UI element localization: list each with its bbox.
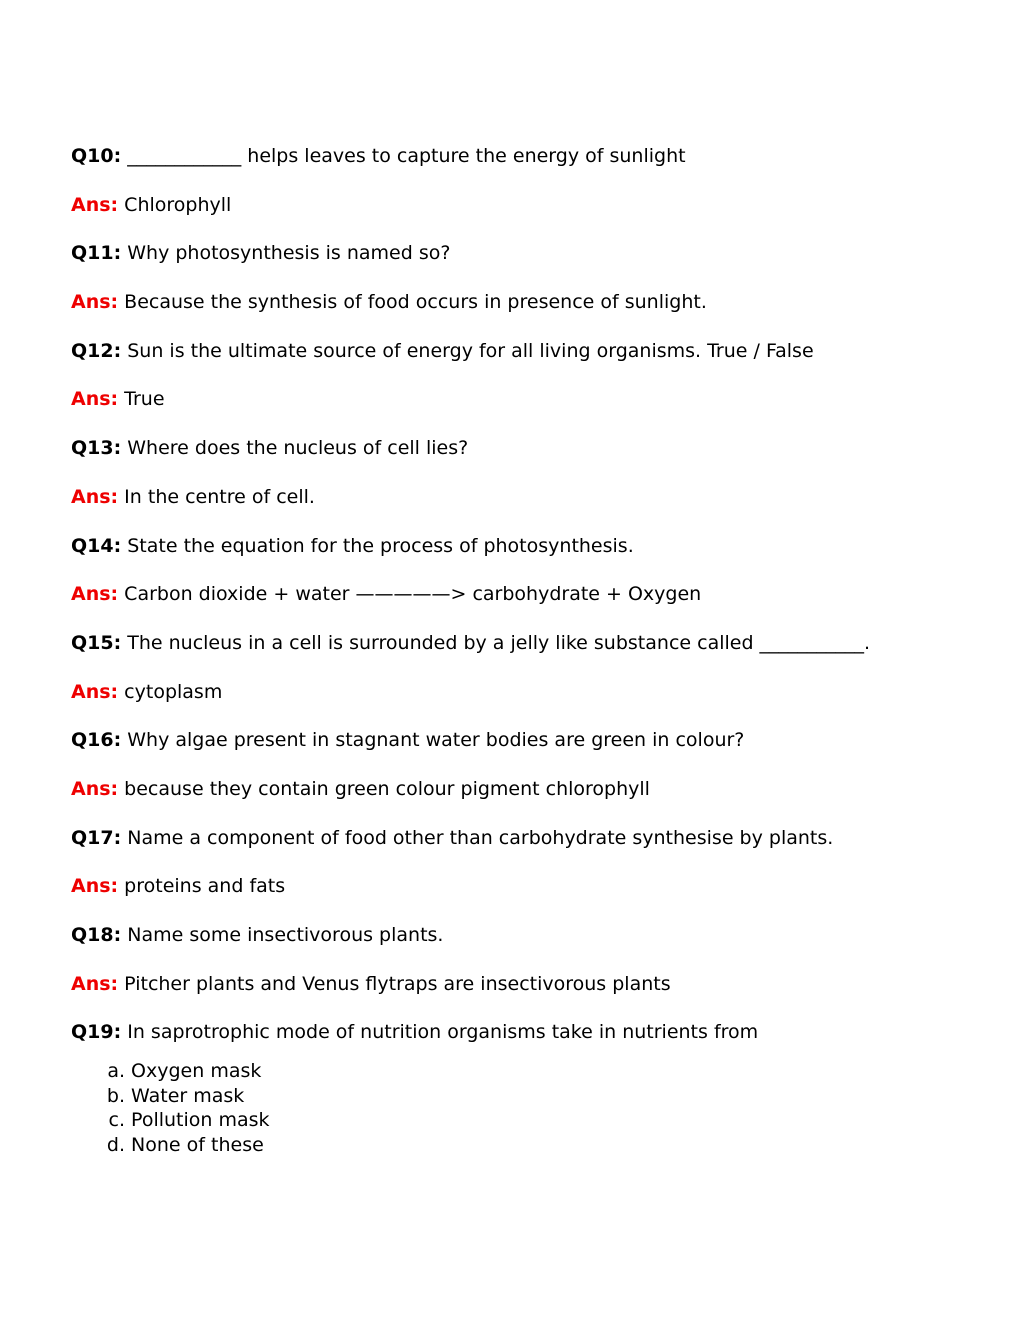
answer-text: Pitcher plants and Venus flytraps are insectivorous plants bbox=[118, 972, 671, 995]
option-text: Water mask bbox=[131, 1084, 245, 1107]
question-text: ____________ helps leaves to capture the energy of sunlight bbox=[121, 145, 686, 167]
option-letter: c. bbox=[108, 1109, 125, 1132]
answer-q12 bbox=[71, 384, 971, 414]
question-label: Q13: bbox=[71, 437, 122, 460]
question-label: Q12: bbox=[71, 339, 122, 362]
answer-text: True bbox=[118, 388, 165, 411]
answer-label: Ans: bbox=[71, 972, 119, 995]
question-text: The nucleus in a cell is surrounded by a jelly like substance called ___________. bbox=[121, 631, 871, 654]
question-q11 bbox=[71, 238, 971, 268]
question-q14 bbox=[71, 531, 971, 561]
answer-q16 bbox=[71, 774, 971, 804]
answer-text: Because the synthesis of food occurs in presence of sunlight. bbox=[118, 291, 707, 314]
answer-label: Ans: bbox=[71, 388, 119, 411]
options-list bbox=[71, 1059, 971, 1157]
question-q13 bbox=[71, 433, 971, 463]
answer-q11 bbox=[71, 287, 971, 317]
answer-text: In the centre of cell. bbox=[118, 485, 315, 508]
question-label: Q15: bbox=[71, 631, 122, 654]
option-letter: d. bbox=[106, 1133, 125, 1156]
question-label: Q11: bbox=[71, 242, 122, 265]
question-q19 bbox=[71, 1017, 971, 1047]
question-label: Q18: bbox=[71, 924, 122, 946]
worksheet-page bbox=[71, 141, 971, 1157]
answer-text: cytoplasm bbox=[118, 680, 223, 703]
option-item bbox=[98, 1133, 971, 1158]
answer-label: Ans: bbox=[71, 583, 119, 606]
question-text: Why algae present in stagnant water bodies are green in colour? bbox=[121, 729, 745, 752]
question-text: Why photosynthesis is named so? bbox=[121, 242, 451, 265]
answer-q10 bbox=[71, 190, 971, 220]
question-label: Q16: bbox=[71, 729, 122, 752]
answer-text: because they contain green colour pigment chlorophyll bbox=[118, 777, 650, 800]
question-text: Where does the nucleus of cell lies? bbox=[121, 437, 469, 460]
answer-label: Ans: bbox=[71, 485, 119, 508]
answer-q14 bbox=[71, 579, 971, 609]
option-letter: b. bbox=[106, 1084, 125, 1107]
option-letter: a. bbox=[107, 1060, 125, 1083]
question-q16 bbox=[71, 725, 971, 755]
question-text: Name a component of food other than carbohydrate synthesise by plants. bbox=[121, 826, 834, 849]
question-q15 bbox=[71, 628, 971, 658]
answer-text: proteins and fats bbox=[118, 875, 286, 898]
option-text: Oxygen mask bbox=[131, 1060, 262, 1083]
answer-text: Carbon dioxide + water —————> carbohydrate + Oxygen bbox=[118, 583, 702, 606]
answer-q15 bbox=[71, 677, 971, 707]
option-item bbox=[98, 1108, 971, 1133]
question-text: Sun is the ultimate source of energy for all living organisms. True / False bbox=[121, 339, 814, 362]
answer-label: Ans: bbox=[71, 777, 119, 800]
question-text: State the equation for the process of photosynthesis. bbox=[121, 534, 634, 557]
answer-label: Ans: bbox=[71, 875, 119, 898]
question-text: In saprotrophic mode of nutrition organisms take in nutrients from bbox=[121, 1021, 759, 1044]
option-text: Pollution mask bbox=[131, 1109, 270, 1132]
answer-label: Ans: bbox=[71, 291, 119, 314]
answer-q13 bbox=[71, 482, 971, 512]
option-text: None of these bbox=[131, 1133, 264, 1156]
question-label: Q14: bbox=[71, 534, 122, 557]
answer-text: Chlorophyll bbox=[118, 193, 232, 216]
answer-q17 bbox=[71, 871, 971, 901]
answer-q18 bbox=[71, 969, 971, 999]
option-item bbox=[98, 1059, 971, 1084]
question-q12 bbox=[71, 336, 971, 366]
question-label: Q17: bbox=[71, 826, 122, 849]
option-item bbox=[98, 1084, 971, 1109]
question-label: Q10: bbox=[71, 145, 122, 167]
answer-label: Ans: bbox=[71, 680, 119, 703]
question-q10 bbox=[71, 141, 971, 171]
question-q17 bbox=[71, 823, 971, 853]
answer-label: Ans: bbox=[71, 193, 119, 216]
question-q18 bbox=[71, 920, 971, 950]
question-label: Q19: bbox=[71, 1021, 122, 1044]
question-text: Name some insectivorous plants. bbox=[121, 924, 444, 946]
